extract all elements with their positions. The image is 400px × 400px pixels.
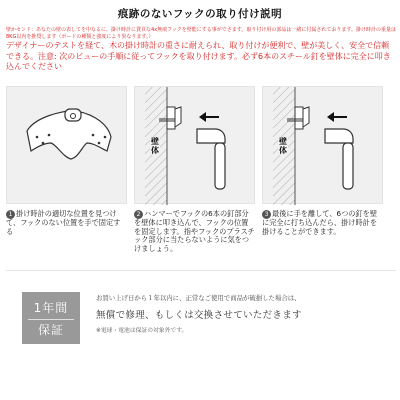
notice-block [6, 27, 396, 73]
step-number: 1 [6, 210, 15, 219]
arrow-left-icon [199, 112, 219, 122]
warranty-badge [22, 292, 80, 344]
diagram-panel-1 [6, 86, 127, 204]
notice-small-text: 壁かセンド：あなたの壁の表してを中なるに、掛け時計に貸頁な4x無痕フックを壁能にする事がでさます。取り付け用の部品は一緒に付属されております。掛け時計の重量は8KG以内を推奨します（ボードの種類と強度により異なります。） [6, 27, 396, 40]
step-item [6, 210, 127, 236]
page-title: 痕跡のないフックの取り付け説明 [117, 8, 283, 20]
warranty-badge-top: 1年間 [33, 301, 69, 315]
wall-label: 壁体 [279, 137, 287, 155]
arrow-left-icon [327, 112, 347, 122]
step-text: 掛け時計の適切な位置を見つけて、フックのない位置を手で固定する [6, 209, 121, 236]
notice-main-text: デザイナーのテストを経て、木の掛け時計の重さに耐えられ、取り付けが便利で、壁が美しく、安全で信頼できる。注意: 次のビューの手順に従ってフックを取り付けます。必ず6本のスチール釘を壁体に完全に叩き込んでください [6, 41, 391, 71]
warranty-line-1: お買い上げ日から１年以内に、正常なご使用で商品が破損した場合は、 [96, 294, 301, 302]
step-number: 3 [262, 210, 271, 219]
step-number: 2 [134, 210, 143, 219]
diagram-row [6, 86, 396, 204]
diagram-panel-2 [134, 86, 255, 204]
warranty-note: ※電球・電池は保証の対象外です。 [96, 328, 188, 334]
wall-label: 壁体 [151, 137, 159, 155]
step-item [262, 210, 383, 236]
warranty-text [96, 294, 396, 335]
warranty-line-2: 無償で修理、もしくは交換させていただきます [96, 310, 302, 321]
step-text: ハンマーでフックの6本の釘部分を壁体に叩き込んで、フックの位置を固定します。指やフックのプラスチック部分に当たらないように気をつけましょう。 [134, 209, 255, 253]
step-item [134, 210, 255, 253]
section-divider [6, 270, 396, 271]
warranty-badge-line [28, 319, 74, 320]
diagram-panel-3 [262, 86, 383, 204]
hook-plate-icon [7, 87, 128, 205]
step-text: 最後に手を離して、6つの釘を壁に完全に打ち込んだら、掛け時計を掛けることができます。 [262, 209, 378, 236]
step-list [6, 210, 396, 262]
hammer-icon [325, 129, 353, 189]
warranty-badge-bottom: 保証 [37, 323, 64, 337]
hammer-icon [197, 129, 225, 189]
